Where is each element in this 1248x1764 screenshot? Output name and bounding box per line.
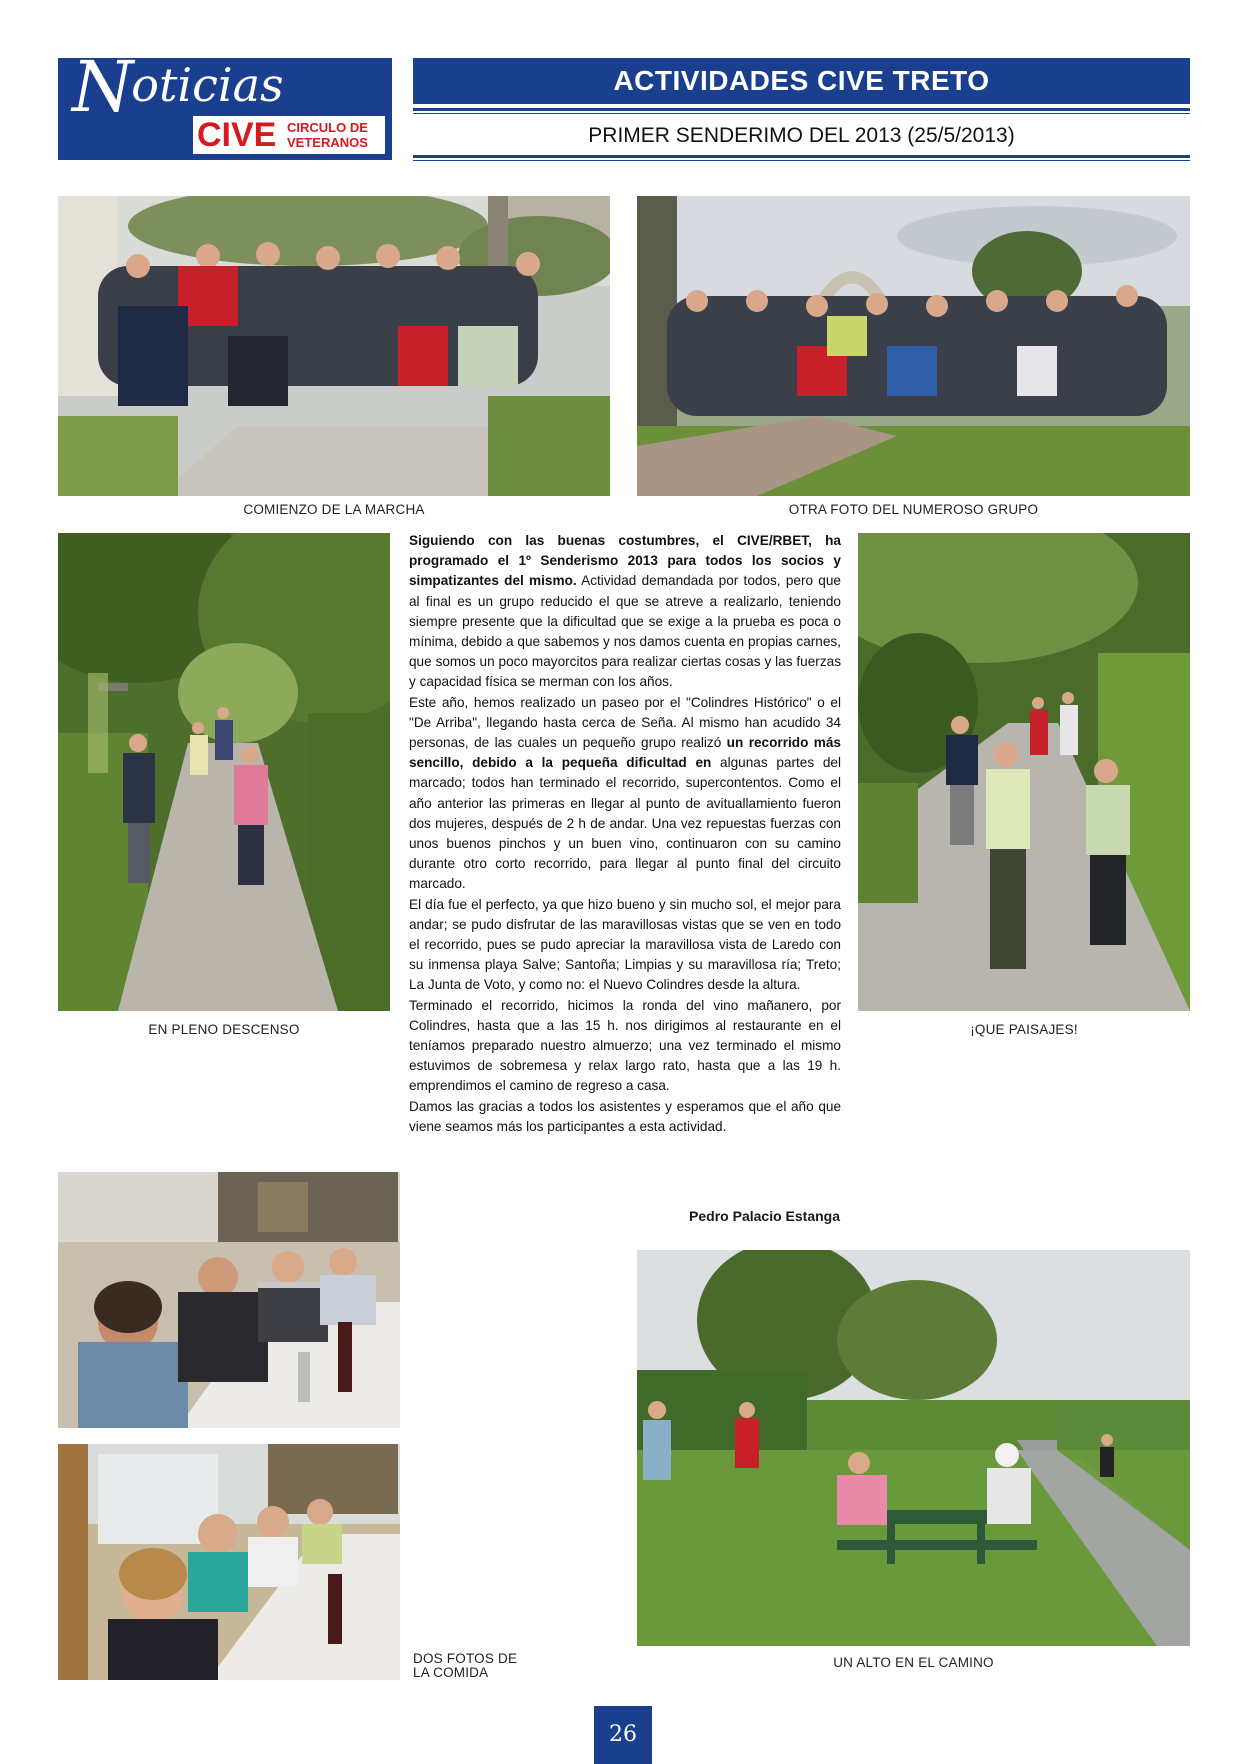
caption-photo-large-group: OTRA FOTO DEL NUMEROSO GRUPO [788, 502, 1039, 517]
article-paragraph-4: Terminado el recorrido, hicimos la ronda del vino mañanero, por Colindres, hasta que a las 15 h. nos dirigimos al restaurante en el teníamos preparado nuestro almuerzo; una vez terminado el mismo estuvimos de sobremesa y relax largo rato, hasta que a las 19 h. emprendimos el camino de regreso a casa. [409, 997, 841, 1094]
caption-lunch-line1: DOS FOTOS DE [413, 1651, 518, 1666]
article-paragraph-2 [409, 693, 841, 895]
article-p2-bold: un recorrido más sencillo, debido a la pequeña dificultad en [409, 735, 841, 771]
article-paragraph-1 [409, 531, 841, 693]
logo-script-rest: oticias [131, 58, 284, 112]
article-p2-end: algunas partes del marcado; todos han terminado el recorrido, supercontentos. Como el año anterior las primeras en llegar al punto de avituallamiento fueron dos mujeres, después de 2 h de andar. Una vez repuestas fuerzas con unos buenos pinchos y un buen vino, continuaron con su camino durante otro corto recorrido, para llegar al punto final del circuito marcado. [409, 755, 841, 892]
article-body [409, 531, 841, 1137]
logo-plate [193, 116, 385, 154]
header-rule-bottom-thin [413, 160, 1190, 161]
caption-lunch-line2: LA COMIDA [413, 1665, 489, 1680]
article-subtitle: PRIMER SENDERIMO DEL 2013 (25/5/2013) [588, 124, 1015, 147]
section-title: ACTIVIDADES CIVE TRETO [413, 58, 1190, 104]
photo-lunch-1 [58, 1172, 400, 1428]
article-author: Pedro Palacio Estanga [689, 1208, 840, 1224]
header-rule-thin [413, 113, 1190, 114]
photo-lunch-2 [58, 1444, 400, 1680]
noticias-cive-logo [58, 58, 392, 160]
article-paragraph-3: El día fue el perfecto, ya que hizo bueno y sin mucho sol, el mejor para andar; se pudo disfrutar de las maravillosas vistas que se ven en todo el recorrido, pues se pudo apreciar la maravillosa vista de Laredo con su inmensa playa Salve; Santoña; Limpias y su maravillosa ría; Treto; La Junta de Voto, y como no: el Nuevo Colindres desde la altura. [409, 896, 841, 993]
header-rule-top [413, 108, 1190, 111]
photo-rest-stop [637, 1250, 1190, 1646]
photo-group-start [58, 196, 610, 496]
caption-photo-landscapes: ¡QUE PAISAJES! [970, 1022, 1078, 1037]
caption-photo-group-start: COMIENZO DE LA MARCHA [243, 502, 425, 517]
logo-script-first: N [72, 58, 134, 128]
article-paragraph-5: Damos las gracias a todos los asistentes y esperamos que el año que viene seamos más los participantes a esta actividad. [409, 1098, 841, 1134]
logo-brand: CIVE [197, 116, 277, 154]
photo-large-group [637, 196, 1190, 496]
photo-landscapes [858, 533, 1190, 1011]
logo-script [72, 58, 286, 128]
logo-sub-line2: VETERANOS [287, 135, 368, 150]
photo-descent [58, 533, 390, 1011]
caption-photo-rest-stop: UN ALTO EN EL CAMINO [833, 1655, 994, 1670]
caption-lunch-photos [413, 1652, 563, 1680]
article-lead: Siguiendo con las buenas costumbres, el CIVE/RBET, ha programado el 1º Senderismo 2013 para todos los socios y simpatizantes del mismo. [409, 533, 841, 589]
logo-subtitle [287, 120, 368, 150]
header-rule-bottom [413, 155, 1190, 158]
article-p1-rest: Actividad demandada por todos, pero que al final es un grupo reducido el que se atreve a realizarlo, teniendo siempre presente que la dificultad que se exige a la prueba es poca o mínima, debido a que sabemos y nos damos cuenta en propias carnes, que somos un poco mayorcitos para realizar ciertas cosas y las fuerzas y capacidad física se merman con los años. [409, 573, 841, 690]
article-p2-start: Este año, hemos realizado un paseo por el "Colindres Histórico" o el "De Arriba", llegando hasta cerca de Seña. Al mismo han acudido 34 personas, de las cuales un pequeño grupo realizó [409, 694, 841, 751]
logo-sub-line1: CIRCULO DE [287, 120, 368, 135]
page-number: 26 [594, 1706, 652, 1764]
caption-photo-descent: EN PLENO DESCENSO [148, 1022, 300, 1037]
